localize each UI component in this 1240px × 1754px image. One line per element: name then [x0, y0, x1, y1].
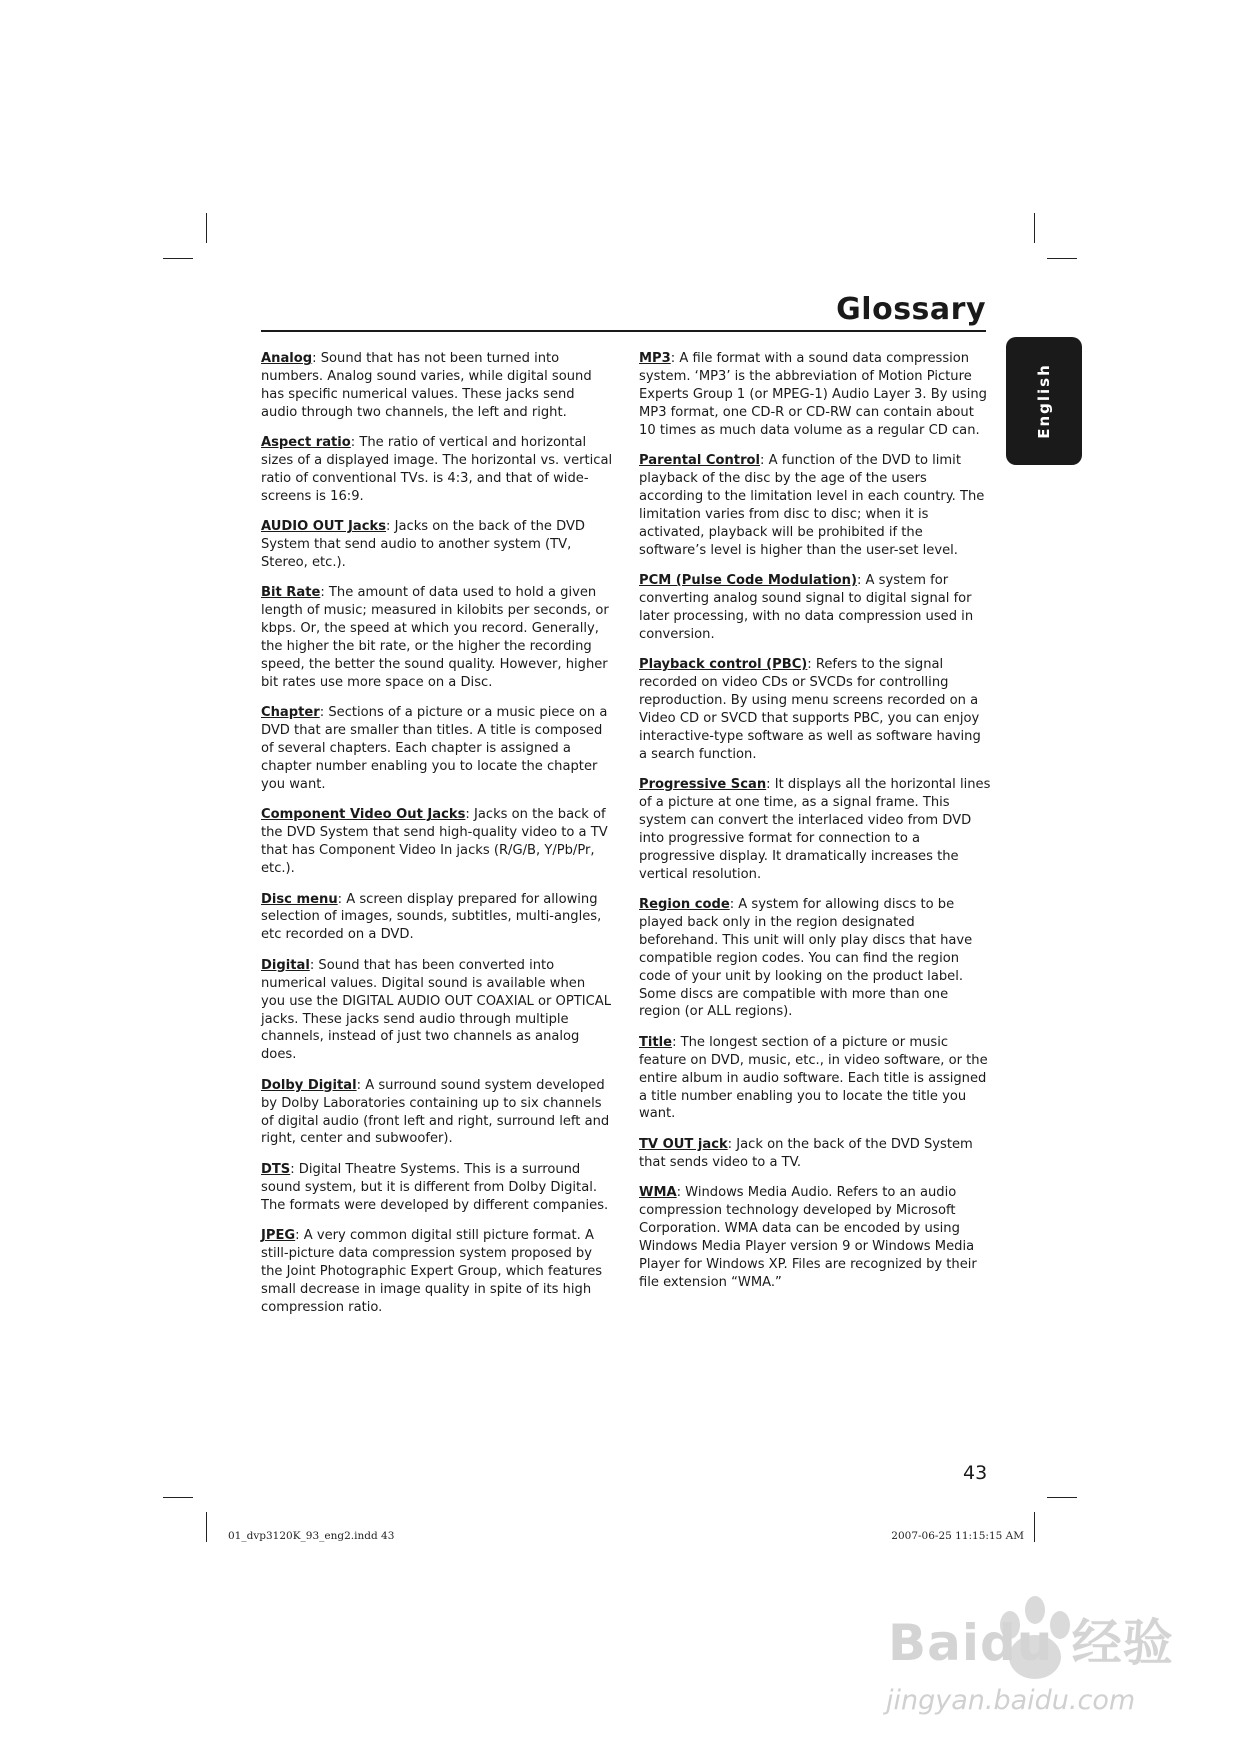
- glossary-definition: : A system for allowing discs to be played back only in the region designated beforehand. This unit will only play discs that have compatible region codes. You can find the region code of your unit by looking on the product label. Some discs are compatible with more than one region (or ALL regions).: [639, 896, 973, 1020]
- glossary-entry: [639, 572, 991, 644]
- glossary-definition: : A system for converting analog sound signal to digital signal for later processing, with no data compression used in conversion.: [639, 572, 974, 642]
- glossary-definition: : Sound that has been converted into numerical values. Digital sound is available when you use the DIGITAL AUDIO OUT COAXIAL or OPTICAL jacks. These jacks send audio through multiple channels, instead of just two channels as analog does.: [261, 957, 611, 1063]
- glossary-definition: : Digital Theatre Systems. This is a surround sound system, but it is different from Dolby Digital. The formats were developed by different companies.: [261, 1161, 609, 1213]
- glossary-term: Disc menu: [261, 891, 338, 907]
- glossary-entry: [261, 350, 613, 422]
- glossary-definition: : Sections of a picture or a music piece on a DVD that are smaller than titles. A title is composed of several chapters. Each chapter is assigned a chapter number enabling you to locate the chapter you want.: [261, 705, 608, 793]
- glossary-entry: [261, 434, 613, 506]
- glossary-term: Region code: [639, 896, 730, 912]
- glossary-definition: : Jacks on the back of the DVD System that send high-quality video to a TV that has Component Video In jacks (R/G/B, Y/Pb/Pr, etc.).: [261, 807, 608, 877]
- glossary-entry: [261, 518, 613, 572]
- glossary-column-left: [261, 350, 613, 1329]
- glossary-term: MP3: [639, 351, 671, 366]
- glossary-definition: : Windows Media Audio. Refers to an audio compression technology developed by Microsoft Corporation. WMA data can be encoded by using Windows Media Player version 9 or Windows Media Player for Windows XP. Files are recognized by their file extension “WMA.”: [639, 1185, 977, 1290]
- crop-mark: [163, 258, 193, 259]
- language-tab: [1006, 337, 1082, 465]
- glossary-entry: [261, 891, 613, 945]
- watermark-url: jingyan.baidu.com: [886, 1685, 1136, 1716]
- glossary-term: Bit Rate: [261, 585, 321, 601]
- glossary-term: Progressive Scan: [639, 777, 767, 793]
- glossary-definition: : A file format with a sound data compression system. ‘MP3’ is the abbreviation of Motion Picture Experts Group 1 (or MPEG-1) Audio Layer 3. By using MP3 format, one CD-R or CD-RW can contain about 10 times as much data volume as a regular CD can.: [639, 351, 987, 438]
- crop-mark: [1034, 1512, 1035, 1542]
- glossary-definition: : A function of the DVD to limit playback of the disc by the age of the users according to the limitation level in each country. The limitation varies from disc to disc; when it is activated, playback will be prohibited if the software’s level is higher than the user-set level.: [639, 453, 985, 558]
- crop-mark: [1047, 1497, 1077, 1498]
- glossary-term: PCM (Pulse Code Modulation): [639, 572, 857, 588]
- glossary-entry: [261, 806, 613, 878]
- page-number: 43: [963, 1462, 988, 1484]
- glossary-entry: [639, 452, 991, 559]
- glossary-term: JPEG: [261, 1228, 296, 1244]
- glossary-term: Aspect ratio: [261, 435, 351, 451]
- glossary-entry: [639, 350, 991, 440]
- glossary-entry: [261, 1161, 613, 1215]
- crop-mark: [206, 213, 207, 243]
- glossary-entry: [639, 896, 991, 1021]
- glossary-definition: : The ratio of vertical and horizontal sizes of a displayed image. The horizontal vs. vertical ratio of conventional TVs. is 4:3, and that of wide-screens is 16:9.: [261, 435, 613, 504]
- glossary-definition: : A screen display prepared for allowing selection of images, sounds, subtitles, multi-angles, etc recorded on a DVD.: [261, 891, 602, 943]
- glossary-term: Analog: [261, 351, 313, 366]
- glossary-column-right: [639, 350, 991, 1304]
- glossary-entry: [639, 1184, 991, 1291]
- glossary-entry: [261, 1077, 613, 1149]
- glossary-definition: : The longest section of a picture or music feature on DVD, music, etc., in video software, or the entire album in audio software. Each title is assigned a title number enabling you to locate the title you want.: [639, 1034, 988, 1122]
- glossary-definition: : Jack on the back of the DVD System that sends video to a TV.: [639, 1136, 973, 1170]
- watermark-brand: Baidu 经验: [888, 1614, 1174, 1672]
- glossary-term: Dolby Digital: [261, 1077, 357, 1093]
- glossary-entry: [261, 1227, 613, 1317]
- glossary-term: Parental Control: [639, 453, 761, 469]
- glossary-definition: : A surround sound system developed by Dolby Laboratories containing up to six channels of digital audio (front left and right, surround left and right, center and subwoofer).: [261, 1077, 610, 1147]
- glossary-entry: [261, 704, 613, 794]
- footer-timestamp: 2007-06-25 11:15:15 AM: [891, 1530, 1024, 1542]
- glossary-term: Component Video Out Jacks: [261, 807, 466, 823]
- crop-mark: [1047, 258, 1077, 259]
- glossary-definition: : Sound that has not been turned into numbers. Analog sound varies, while digital sound has specific numerical values. These jacks send audio through two channels, the left and right.: [261, 351, 592, 420]
- footer-file-name: 01_dvp3120K_93_eng2.indd 43: [228, 1530, 395, 1542]
- page-title: Glossary: [836, 292, 986, 327]
- glossary-definition: : Jacks on the back of the DVD System that send audio to another system (TV, Stereo, etc.).: [261, 519, 585, 571]
- glossary-entry: [639, 1034, 991, 1124]
- glossary-term: Title: [639, 1034, 673, 1050]
- title-rule: [261, 330, 986, 332]
- glossary-term: TV OUT jack: [639, 1136, 728, 1152]
- watermark: [880, 1585, 1180, 1735]
- glossary-entry: [639, 656, 991, 763]
- crop-mark: [163, 1497, 193, 1498]
- glossary-entry: [261, 584, 613, 691]
- glossary-definition: : A very common digital still picture format. A still-picture data compression system proposed by the Joint Photographic Expert Group, which features small decrease in image quality in spite of its high compression ratio.: [261, 1228, 603, 1315]
- glossary-term: WMA: [639, 1185, 677, 1201]
- glossary-entry: [261, 957, 613, 1064]
- crop-mark: [1034, 213, 1035, 243]
- glossary-definition: : The amount of data used to hold a given length of music; measured in kilobits per seconds, or kbps. Or, the speed at which you record. Generally, the higher the bit rate, or the higher the recording speed, the better the sound quality. However, higher bit rates use more space on a Disc.: [261, 585, 609, 690]
- glossary-definition: : It displays all the horizontal lines of a picture at one time, as a signal frame. This system can convert the interlaced video from DVD into progressive format for connection to a progressive display. It dramatically increases the vertical resolution.: [639, 777, 991, 882]
- glossary-term: Chapter: [261, 705, 320, 721]
- glossary-term: DTS: [261, 1161, 291, 1177]
- glossary-term: Digital: [261, 957, 310, 973]
- crop-mark: [206, 1512, 207, 1542]
- glossary-term: Playback control (PBC): [639, 657, 808, 673]
- glossary-entry: [639, 1136, 991, 1172]
- glossary-definition: : Refers to the signal recorded on video CDs or SVCDs for controlling reproduction. By using menu screens recorded on a Video CD or SVCD that supports PBC, you can enjoy interactive-type software as well as software having a search function.: [639, 657, 981, 762]
- glossary-term: AUDIO OUT Jacks: [261, 519, 387, 535]
- glossary-entry: [639, 776, 991, 883]
- language-tab-label: English: [1035, 363, 1053, 439]
